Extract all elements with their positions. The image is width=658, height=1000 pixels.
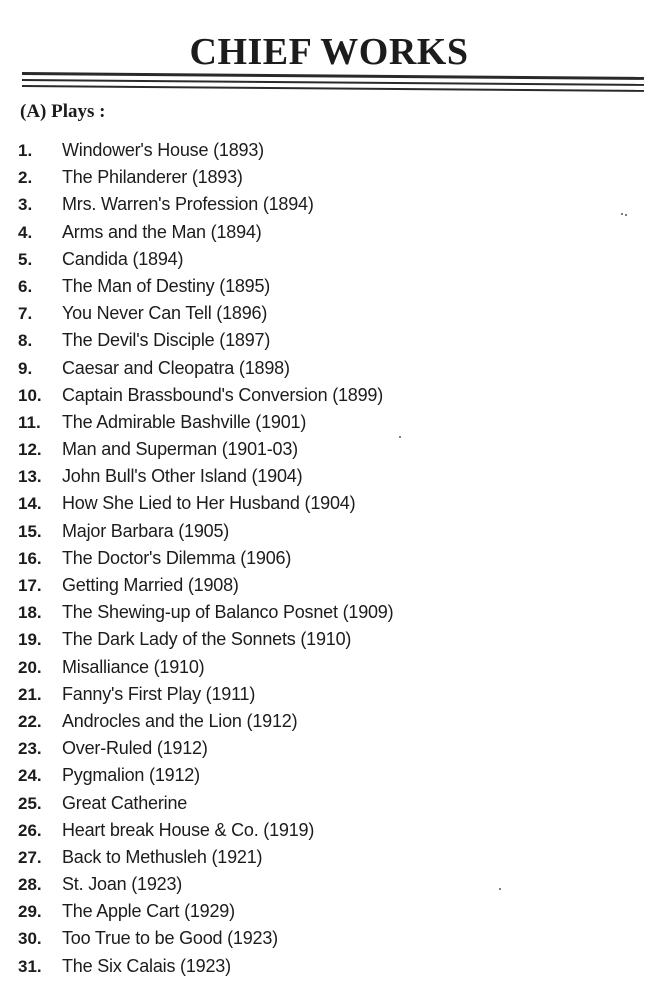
list-item [0,164,658,191]
list-item [0,246,658,273]
scan-speck [621,213,623,215]
play-number: 1. [18,141,33,160]
play-title: The Man of Destiny (1895) [62,275,271,296]
list-item [0,898,658,925]
play-number: 30. [18,929,42,949]
scan-speck [499,888,501,890]
play-title: Man and Superman (1901-03) [62,439,298,460]
play-title: The Philanderer (1893) [62,167,243,188]
play-number: 26. [18,820,42,840]
play-number: 17. [18,576,42,595]
play-number: 7. [18,304,33,324]
play-number: 13. [18,467,42,487]
list-item [0,382,658,409]
play-title: The Admirable Bashville (1901) [62,411,307,432]
play-title: Too True to be Good (1923) [62,928,278,949]
list-item [0,436,658,463]
play-title: Fanny's First Play (1911) [62,683,256,704]
play-number: 15. [18,521,42,541]
play-title: How She Lied to Her Husband (1904) [62,493,356,514]
play-title: You Never Can Tell (1896) [62,303,268,324]
list-item [0,626,658,653]
play-title: Arms and the Man (1894) [62,221,262,242]
section-heading: (A) Plays : [20,101,106,122]
play-title: Windower's House (1893) [62,140,264,160]
play-title: Getting Married (1908) [62,575,239,595]
list-item [0,490,658,517]
play-number: 12. [18,440,42,460]
play-number: 8. [18,331,33,351]
list-item [0,708,658,735]
play-title: The Devil's Disciple (1897) [62,330,271,351]
play-number: 24. [18,766,42,786]
play-title: Misalliance (1910) [62,656,205,677]
list-item [0,654,658,681]
play-number: 23. [18,739,42,759]
play-title: Heart break House & Co. (1919) [62,819,315,840]
title-rule [22,72,644,106]
play-number: 19. [18,630,42,650]
play-title: Caesar and Cleopatra (1898) [62,357,290,378]
list-item [0,925,658,952]
play-number: 29. [18,902,42,922]
play-title: Candida (1894) [62,248,184,269]
list-item [0,844,658,871]
list-item [0,681,658,708]
list-item [0,599,658,626]
play-title: The Doctor's Dilemma (1906) [62,547,292,568]
play-title: St. Joan (1923) [62,874,183,895]
play-title: The Six Calais (1923) [62,955,231,976]
list-item [0,871,658,898]
play-number: 28. [18,875,42,895]
list-item [0,409,658,436]
list-item [0,355,658,382]
play-number: 6. [18,276,33,296]
list-item [0,327,658,354]
play-title: Mrs. Warren's Profession (1894) [62,194,314,215]
play-number: 5. [18,249,33,269]
play-title: Great Catherine [62,792,188,813]
play-number: 3. [18,195,33,215]
play-title: Captain Brassbound's Conversion (1899) [62,384,384,405]
play-number: 21. [18,684,42,704]
play-number: 20. [18,657,42,677]
list-item [0,762,658,789]
list-item [0,219,658,246]
play-title: The Dark Lady of the Sonnets (1910) [62,629,352,650]
play-number: 25. [18,793,42,813]
play-number: 14. [18,494,42,514]
play-title: Androcles and the Lion (1912) [62,710,298,731]
play-number: 4. [18,222,33,242]
list-item [0,545,658,572]
page-title: CHIEF WORKS [189,31,469,73]
rule-line-3 [22,85,644,92]
list-item [0,191,658,218]
play-number: 9. [18,358,33,378]
list-item [0,300,658,327]
play-title: Over-Ruled (1912) [62,738,208,759]
play-title: The Shewing-up of Balanco Posnet (1909) [62,602,394,623]
play-title: Back to Methusleh (1921) [62,846,263,867]
play-number: 16. [18,548,42,568]
play-title: Major Barbara (1905) [62,520,230,541]
list-item [0,463,658,490]
play-number: 10. [18,385,42,405]
list-item [0,817,658,844]
list-item [0,953,658,980]
play-number: 2. [18,168,33,188]
list-item [0,137,658,164]
list-item [0,572,658,599]
play-title: Pygmalion (1912) [62,765,200,786]
list-item [0,735,658,762]
play-number: 11. [18,412,41,432]
scan-speck [625,214,627,216]
list-item [0,273,658,300]
play-title: The Apple Cart (1929) [62,901,235,922]
rule-line-1 [22,72,644,80]
play-number: 31. [18,956,42,976]
play-number: 22. [18,711,42,731]
plays-list [0,137,658,980]
play-number: 27. [18,847,42,867]
scan-speck [399,436,401,438]
play-title: John Bull's Other Island (1904) [62,466,303,487]
play-number: 18. [18,603,42,623]
list-item [0,518,658,545]
list-item [0,790,658,817]
